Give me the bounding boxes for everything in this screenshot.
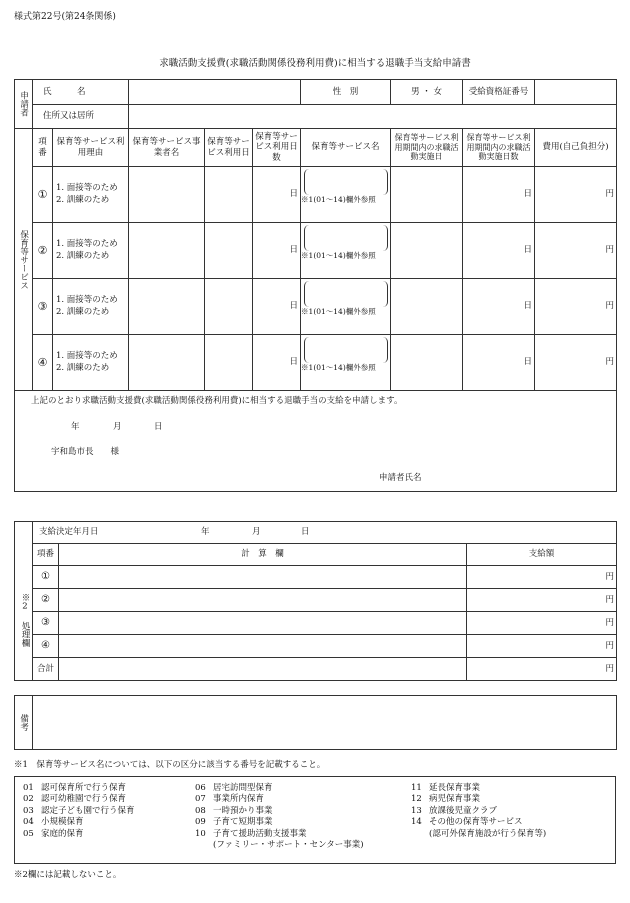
service-name-field[interactable]: ※1(01〜14)欄外参照 <box>301 223 391 279</box>
list-item: 14 その他の保育等サービス <box>411 817 523 828</box>
service-side-label: 保育等サービス <box>15 129 33 391</box>
reason-options[interactable]: 1. 面接等のため 2. 訓練のため <box>53 279 129 335</box>
activity-date-field[interactable] <box>391 335 463 391</box>
amount-field[interactable]: 円 <box>467 589 617 612</box>
activity-date-field[interactable] <box>391 223 463 279</box>
service-name-field[interactable]: ※1(01〜14)欄外参照 <box>301 335 391 391</box>
bracket-box <box>304 225 388 251</box>
proc-row-label: ② <box>33 589 59 612</box>
decision-label: 支給決定年月日 <box>39 527 99 537</box>
bracket-box <box>304 169 388 195</box>
row-mark: ② <box>33 223 53 279</box>
calc-field[interactable] <box>59 589 467 612</box>
note-1: ※1 保育等サービス名については、以下の区分に該当する番号を記載すること。 <box>14 760 326 770</box>
row-mark: ① <box>33 167 53 223</box>
calc-field[interactable] <box>59 635 467 658</box>
date-year: 年 <box>71 422 80 432</box>
list-item: 04 小規模保育 <box>23 817 84 828</box>
form-title: 求職活動支援費(求職活動関係役務利用費)に相当する退職手当支給申請書 <box>159 58 471 69</box>
service-list-col-1 <box>23 783 135 840</box>
gender-options[interactable]: 男 ・ 女 <box>391 80 463 105</box>
cost-field[interactable]: 円 <box>535 223 617 279</box>
use-date-field[interactable] <box>205 279 253 335</box>
service-name-field[interactable]: ※1(01〜14)欄外参照 <box>301 279 391 335</box>
addressee: 宇和島市長 様 <box>51 447 120 457</box>
bracket-box <box>304 281 388 307</box>
proc-col-index: 項番 <box>33 544 59 566</box>
amount-field[interactable]: 円 <box>467 658 617 681</box>
table-row <box>15 566 617 589</box>
decision-day: 日 <box>301 527 310 537</box>
row-mark: ④ <box>33 335 53 391</box>
proc-row-label: ③ <box>33 612 59 635</box>
list-item: 02 認可幼稚園で行う保育 <box>23 794 127 805</box>
col-index: 項番 <box>33 129 53 167</box>
use-date-field[interactable] <box>205 335 253 391</box>
address-label: 住所又は居所 <box>33 105 129 129</box>
col-service-name: 保育等サービス名 <box>301 129 391 167</box>
list-item: 01 認可保育所で行う保育 <box>23 783 127 793</box>
use-days-field[interactable]: 日 <box>253 223 301 279</box>
service-category-list <box>14 776 616 864</box>
decision-year: 年 <box>201 527 210 537</box>
list-item: 09 子育て短期事業 <box>195 817 273 828</box>
use-days-field[interactable]: 日 <box>253 167 301 223</box>
cost-field[interactable]: 円 <box>535 279 617 335</box>
calc-field[interactable] <box>59 612 467 635</box>
provider-field[interactable] <box>129 223 205 279</box>
proc-col-amount: 支給額 <box>467 544 617 566</box>
amount-field[interactable]: 円 <box>467 635 617 658</box>
provider-field[interactable] <box>129 167 205 223</box>
decision-date-row <box>33 522 617 544</box>
service-name-field[interactable]: ※1(01〜14)欄外参照 <box>301 167 391 223</box>
address-field[interactable] <box>129 105 617 129</box>
note-2: ※2欄には記載しないこと。 <box>14 870 122 880</box>
reason-options[interactable]: 1. 面接等のため 2. 訓練のため <box>53 223 129 279</box>
reason-options[interactable]: 1. 面接等のため 2. 訓練のため <box>53 335 129 391</box>
date-month: 月 <box>113 422 122 432</box>
amount-field[interactable]: 円 <box>467 566 617 589</box>
activity-days-field[interactable]: 日 <box>463 223 535 279</box>
col-reason: 保育等サービス利用理由 <box>53 129 129 167</box>
list-item: (ファミリー・サポート・センター事業) <box>213 840 364 851</box>
proc-col-calc: 計 算 欄 <box>59 544 467 566</box>
remarks-table <box>14 695 617 750</box>
list-item: 07 事業所内保育 <box>195 794 265 805</box>
use-date-field[interactable] <box>205 223 253 279</box>
service-list-col-3 <box>411 783 546 840</box>
calc-field[interactable] <box>59 658 467 681</box>
provider-field[interactable] <box>129 335 205 391</box>
calc-field[interactable] <box>59 566 467 589</box>
table-row <box>15 635 617 658</box>
list-item: 13 放課後児童クラブ <box>411 805 498 816</box>
declaration-text: 上記のとおり求職活動支援費(求職活動関係役務利用費)に相当する退職手当の支給を申請します。 <box>31 396 403 406</box>
proc-row-label: ④ <box>33 635 59 658</box>
signature-label: 申請者氏名 <box>379 473 422 483</box>
applicant-side-label: 申請者 <box>15 80 33 129</box>
declaration-section <box>15 391 617 492</box>
remarks-field[interactable] <box>33 696 617 750</box>
date-day: 日 <box>154 422 163 432</box>
list-item: 10 子育て援助活動支援事業 <box>195 828 307 839</box>
service-row <box>15 335 617 391</box>
bracket-box <box>304 337 388 363</box>
proc-row-label: 合計 <box>33 658 59 681</box>
processing-table <box>14 521 617 681</box>
form-number: 様式第22号(第24条関係) <box>14 12 116 22</box>
list-item: 12 病児保育事業 <box>411 794 481 805</box>
activity-days-field[interactable]: 日 <box>463 279 535 335</box>
col-use-days: 保育等サービス利用日数 <box>253 129 301 167</box>
list-item: 05 家庭的保育 <box>23 828 84 839</box>
processing-side-label: ※2 処理欄 <box>15 522 33 681</box>
list-item: 03 認定子ども園で行う保育 <box>23 805 135 816</box>
gender-label: 性 別 <box>301 80 391 105</box>
cert-label: 受給資格証番号 <box>463 80 535 105</box>
row-mark: ③ <box>33 279 53 335</box>
service-row <box>15 223 617 279</box>
table-row <box>15 612 617 635</box>
cost-field[interactable]: 円 <box>535 167 617 223</box>
service-row <box>15 279 617 335</box>
cost-field[interactable]: 円 <box>535 335 617 391</box>
activity-days-field[interactable]: 日 <box>463 335 535 391</box>
amount-field[interactable]: 円 <box>467 612 617 635</box>
decision-month: 月 <box>252 527 261 537</box>
col-provider: 保育等サービス事業者名 <box>129 129 205 167</box>
remarks-label: 備考 <box>15 696 33 750</box>
use-days-field[interactable]: 日 <box>253 335 301 391</box>
name-label: 氏 名 <box>33 80 129 105</box>
table-row <box>15 589 617 612</box>
service-row <box>15 167 617 223</box>
activity-days-field[interactable]: 日 <box>463 167 535 223</box>
col-activity-days: 保育等サービス利用期間内の求職活動実施日数 <box>463 129 535 167</box>
reason-options[interactable]: 1. 面接等のため 2. 訓練のため <box>53 167 129 223</box>
cert-field[interactable] <box>535 80 617 105</box>
list-item: (認可外保育施設が行う保育等) <box>429 828 547 839</box>
activity-date-field[interactable] <box>391 167 463 223</box>
col-use-date: 保育等サービス利用日 <box>205 129 253 167</box>
activity-date-field[interactable] <box>391 279 463 335</box>
use-date-field[interactable] <box>205 167 253 223</box>
use-days-field[interactable]: 日 <box>253 279 301 335</box>
proc-row-label: ① <box>33 566 59 589</box>
name-field[interactable] <box>129 80 301 105</box>
service-list-col-2 <box>195 783 364 852</box>
table-row <box>15 658 617 681</box>
provider-field[interactable] <box>129 279 205 335</box>
list-item: 06 居宅訪問型保育 <box>195 783 273 793</box>
col-activity-date: 保育等サービス利用期間内の求職活動実施日 <box>391 129 463 167</box>
application-table <box>14 79 617 492</box>
col-cost: 費用(自己負担分) <box>535 129 617 167</box>
list-item: 11 延長保育事業 <box>411 783 481 793</box>
list-item: 08 一時預かり事業 <box>195 805 273 816</box>
